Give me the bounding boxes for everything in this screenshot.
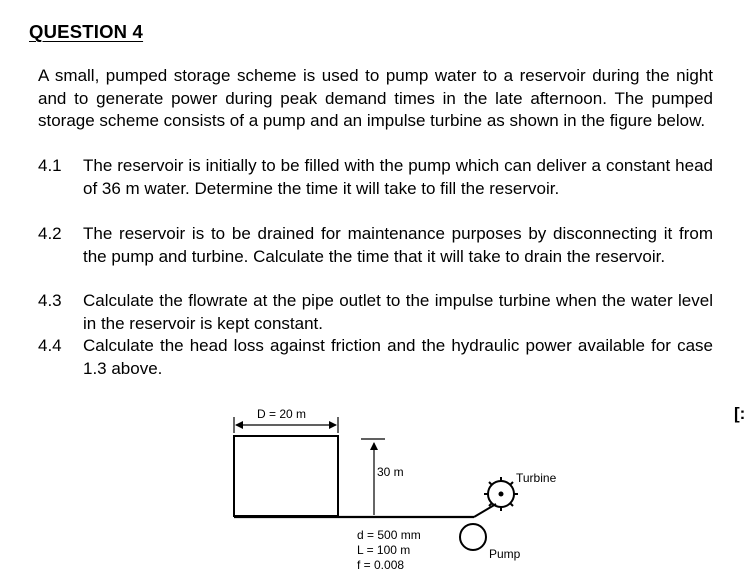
reservoir (234, 436, 338, 516)
pipe-to-turbine (474, 504, 496, 517)
height-label: 30 m (377, 465, 404, 479)
question-heading: QUESTION 4 (29, 21, 144, 42)
item-number: 4.2 (38, 224, 62, 243)
pipe-length-spec: L = 100 m (357, 543, 411, 557)
item-text: The reservoir is to be drained for maintenance purposes by disconnecting it from the pump and turbine. Calculate the time that it will take to drain the reservoir. (83, 224, 713, 266)
item-number: 4.1 (38, 156, 62, 175)
item-text: Calculate the flowrate at the pipe outlet to the impulse turbine when the water level in the reservoir is kept constant. (83, 291, 713, 333)
question-intro: A small, pumped storage scheme is used to pump water to a reservoir during the night and to generate power during peak demand times in the late afternoon. The pumped storage scheme consists of a pump and an impulse turbine as shown in the figure below. (38, 66, 713, 131)
turbine-label: Turbine (516, 471, 557, 485)
item-text: Calculate the head loss against friction and the hydraulic power available for case 1.3 above. (83, 336, 713, 378)
pump-icon (460, 524, 486, 550)
turbine-icon (484, 477, 518, 511)
pipe-diameter-spec: d = 500 mm (357, 528, 421, 542)
marks-bracket: [: (734, 404, 745, 423)
item-number: 4.3 (38, 291, 62, 310)
pipe-friction-spec: f = 0.008 (357, 558, 405, 572)
item-number: 4.4 (38, 336, 62, 355)
item-text: The reservoir is initially to be filled with the pump which can deliver a constant head of 36 m water. Determine the time it will take to fill the reservoir. (83, 156, 713, 198)
diameter-label: D = 20 m (257, 407, 307, 421)
pump-label: Pump (489, 547, 521, 561)
